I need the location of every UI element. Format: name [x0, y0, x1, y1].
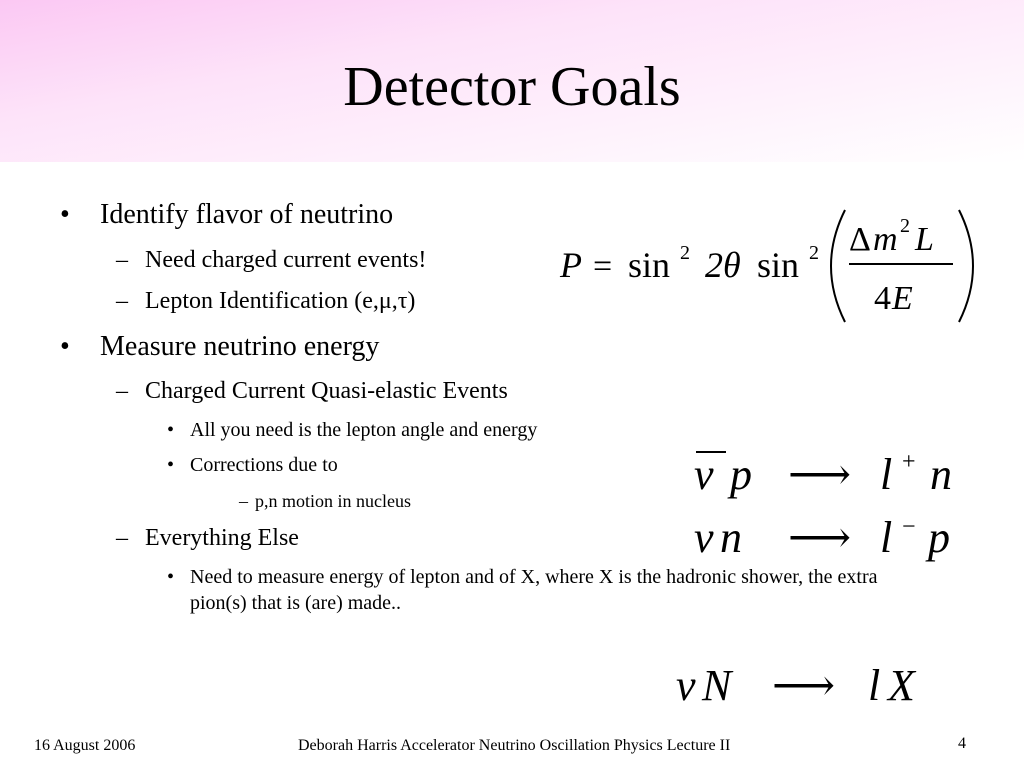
formula-two-theta: 2θ — [705, 245, 741, 285]
left-paren — [831, 210, 845, 322]
list-item-text: Charged Current Quasi-elastic Events — [145, 378, 508, 404]
oscillation-formula — [555, 202, 995, 337]
bullet-marker: • — [60, 331, 70, 362]
bullet-marker: • — [167, 566, 175, 588]
reaction-charge: − — [902, 514, 916, 540]
formula-equals: = — [593, 248, 613, 285]
formula-exp-2: 2 — [809, 242, 819, 264]
list-item-text: All you need is the lepton angle and energy — [190, 419, 538, 441]
formula-m: m — [873, 221, 898, 258]
reaction-n: n — [720, 513, 742, 562]
page-number: 4 — [958, 735, 966, 752]
reaction-neutrino-neutron — [690, 512, 990, 572]
reaction-l: l — [880, 450, 893, 499]
footer-date: 16 August 2006 — [34, 737, 136, 754]
formula-m-exp: 2 — [900, 215, 910, 237]
list-item-text: Need charged current events! — [145, 247, 427, 273]
list-item-text: Identify flavor of neutrino — [100, 199, 394, 230]
slide-title: Detector Goals — [343, 56, 681, 118]
bullet-marker: • — [167, 454, 175, 476]
formula-sin-1: sin — [628, 245, 671, 285]
right-paren — [959, 210, 973, 322]
dash-marker: – — [116, 378, 128, 404]
formula-four: 4 — [874, 280, 891, 317]
reaction-nu: ν — [694, 450, 714, 499]
formula-E: E — [892, 280, 913, 317]
formula-P: P — [560, 245, 582, 285]
dash-marker: – — [116, 288, 128, 314]
dash-marker: – — [239, 491, 248, 511]
formula-delta: Δ — [849, 221, 871, 258]
formula-sin-2: sin — [757, 245, 800, 285]
reaction-l: l — [880, 513, 893, 562]
list-item-text: Lepton Identification (e,μ,τ) — [145, 288, 416, 314]
reaction-arrow: ⟶ — [788, 450, 852, 499]
list-item-text: Corrections due to — [190, 454, 338, 476]
reaction-nu: ν — [676, 662, 696, 710]
reaction-nu: ν — [694, 513, 714, 562]
formula-L: L — [915, 221, 934, 258]
formula-exp-1: 2 — [680, 242, 690, 264]
reaction-p: p — [730, 450, 752, 499]
reaction-n: n — [930, 450, 952, 499]
list-item-text: p,n motion in nucleus — [255, 491, 411, 511]
bullet-marker: • — [167, 419, 175, 441]
bullet-marker: • — [60, 199, 70, 230]
reaction-charge: + — [902, 449, 916, 475]
reaction-N: N — [702, 662, 732, 710]
reaction-X: X — [888, 662, 915, 710]
footer-author-course: Deborah Harris Accelerator Neutrino Oscillation Physics Lecture II — [298, 737, 731, 754]
list-item-text: Everything Else — [145, 525, 299, 551]
reaction-neutrino-nucleus — [672, 662, 952, 722]
reaction-antineutrino-proton — [690, 445, 990, 505]
dash-marker: – — [116, 247, 128, 273]
dash-marker: – — [116, 525, 128, 551]
reaction-l: l — [868, 662, 881, 710]
list-item-text: Need to measure energy of lepton and of X, where X is the hadronic shower, the extra pion(s) that is (are) made.. — [190, 566, 878, 614]
list-item-text: Measure neutrino energy — [100, 331, 380, 362]
reaction-arrow: ⟶ — [788, 513, 852, 562]
reaction-arrow: ⟶ — [772, 662, 836, 710]
reaction-p: p — [928, 513, 950, 562]
